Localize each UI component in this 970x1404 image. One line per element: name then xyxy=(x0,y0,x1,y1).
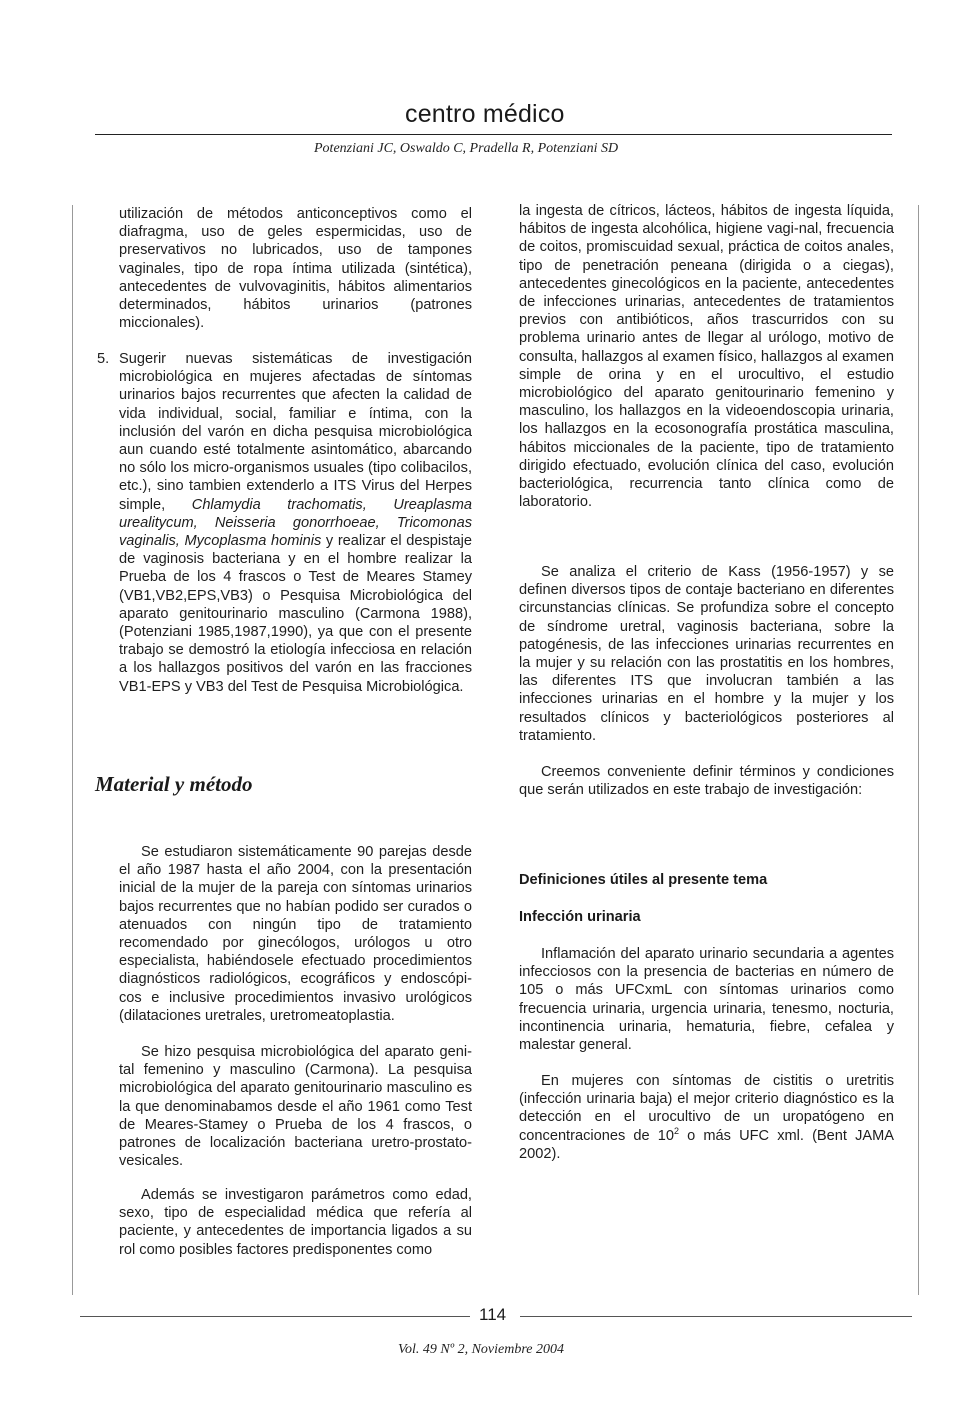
exponent: 2 xyxy=(674,1125,680,1136)
section-heading-material: Material y método xyxy=(95,772,253,796)
left-margin-line xyxy=(72,205,73,1295)
heading-infeccion-urinaria: Infección urinaria xyxy=(519,909,641,925)
list-number: 5. xyxy=(97,351,110,367)
right-paragraph-mujeres xyxy=(519,1072,894,1163)
left-paragraph-2: Se hizo pesquisa microbiológica del aparato geni-tal femenino y masculino (Carmona). La pesquisa microbiológica del aparato genitourinario masculino es la que denominabamos desde el año 1961 como Test de Meares-Stamey o Prueba de los 4 frascos, o patrones de localización bacteriana uretro-prostato-vesicales. xyxy=(119,1044,472,1170)
mujeres-text-a: En mujeres con síntomas de cistitis o uretritis (infección urinaria baja) el mejor criterio diagnóstico es la detección en el urocultivo de un uropatógeno en concentraciones de 10 xyxy=(519,1073,894,1144)
right-paragraph-kass: Se analiza el criterio de Kass (1956-1957) y se definen diversos tipos de contaje bacteriano en diferentes circunstancias clínicas. Se profundiza sobre el concepto de síndrome uretral, vaginosis bacteriana, sobre la patogénesis, de las infecciones urinarias recurrentes en la mujer y su relación con las prostatitis en los hombres, las diferentes ITS que involucran también a las infecciones urinarias en el hombre y la mujer y los resultados clínicos y bacteriológicos posteriores al tratamiento. xyxy=(519,564,894,744)
mujeres-text-b: o más UFC xml. (Bent JAMA 2002). xyxy=(519,1127,894,1162)
heading-definiciones: Definiciones útiles al presente tema xyxy=(519,872,768,888)
footer-rule-left xyxy=(80,1316,470,1317)
right-paragraph-creemos: Creemos conveniente definir términos y condiciones que serán utilizados en este trabajo de investigación: xyxy=(519,764,894,799)
journal-title: centro médico xyxy=(405,100,565,128)
item5-text-a: Sugerir nuevas sistemáticas de investigación microbiológica en mujeres afectadas de síntomas urinarios bajos recurrentes que afecten la calidad de vida individual, social, familiar e íntima, con la inclusión del varón en dicha pesquisa microbiológica aun cuando esté totalmente asintomático, abarcando no sólo los micro-organismos usuales (tipo colibacilos, etc.), sino tambien extenderlo a ITS Virus del Herpes simple, xyxy=(119,351,472,513)
left-paragraph-1: Se estudiaron sistemáticamente 90 parejas desde el año 1987 hasta el año 2004, con la presentación inicial de la mujer de la pareja con síntomas urinarios bajos recurrentes que no habían podido ser curados o atenuados con ningún tipo de tratamiento recomendado por ginecólogos, urólogos u otro especialista, habiéndosele efectuado procedimientos diagnósticos radiológicos, ecográficos y endoscópi-cos e inclusive procedimientos invasivo urológicos (dilataciones uretrales, uretromeatoplastia. xyxy=(119,844,472,1024)
footer-rule-right xyxy=(520,1316,912,1317)
volume-line: Vol. 49 Nº 2, Noviembre 2004 xyxy=(398,1342,564,1357)
item5-species: Chlamydia trachomatis, Ureaplasma urealitycum, Neisseria gonorrhoeae, Tricomonas vaginalis, Mycoplasma hominis xyxy=(119,496,472,550)
right-paragraph-continued: la ingesta de cítricos, lácteos, hábitos de ingesta líquida, hábitos de ingesta alcohólica, higiene vagi-nal, frecuencia de coitos, promiscuidad sexual, práctica de coitos anales, tipo de penetración peneana (dirigida o a ciegas), antecedentes ginecológicos en la paciente, antecedentes de infecciones urinarias, antecedentes de tratamientos previos con antibióticos, años trascurridos con su problema urinario antes de llegar al urólogo, motivo de consulta, hallazgos al examen físico, hallazgos al examen simple de orina y en el urocultivo, el estudio microbiológico del aparato genitourinario femenino y masculino, los hallazgos en la videoendoscopia urinaria, los hallazgos en la ecosonografía prostática masculina, hábitos miccionales de la paciente, tipo de tratamiento dirigido efectuado, evolución clínica del caso, evolución bacteriológica, recurrencia tanto clínica como de laboratorio. xyxy=(519,203,894,511)
right-paragraph-inflamacion: Inflamación del aparato urinario secundaria a agentes infecciosos con la presencia de bacterias en número de 105 o más UFCxmL con síntomas urinarios como frecuencia urinaria, urgencia urinaria, tenesmo, nocturia, incontinencia urinaria, hematuria, fiebre, cefalea y malestar general. xyxy=(519,946,894,1054)
header-rule xyxy=(95,134,892,135)
right-margin-line xyxy=(918,205,919,1295)
left-paragraph-continued: utilización de métodos anticonceptivos como el diafragma, uso de geles espermicidas, uso de preservativos no lubricados, uso de tampones vaginales, tipo de ropa íntima utilizada (sintética), antecedentes de vulvovaginitis, hábitos alimentarios determinados, hábitos urinarios (patrones miccionales). xyxy=(119,206,472,332)
authors-line: Potenziani JC, Oswaldo C, Pradella R, Potenziani SD xyxy=(314,141,619,156)
page-number: 114 xyxy=(479,1305,507,1324)
list-item-5 xyxy=(97,350,472,696)
left-paragraph-3: Además se investigaron parámetros como edad, sexo, tipo de especialidad médica que refería al paciente, y antecedentes de importancia ligados a su rol como posibles factores predisponentes como xyxy=(119,1187,472,1258)
item5-text-b: y realizar el despistaje de vaginosis bacteriana y en el hombre realizar la Prueba de los 4 frascos o Test de Meares Stamey (VB1,VB2,EPS,VB3) o Pesquisa Microbiológica del aparato genitourinario masculino (Carmona 1988), (Potenziani 1985,1987,1990), ya que con el presente trabajo se demostró la etiología infecciosa en relación a los hallazgos positivos del varón en las fracciones VB1-EPS y VB3 del Test de Pesquisa Microbiológica. xyxy=(119,533,472,695)
